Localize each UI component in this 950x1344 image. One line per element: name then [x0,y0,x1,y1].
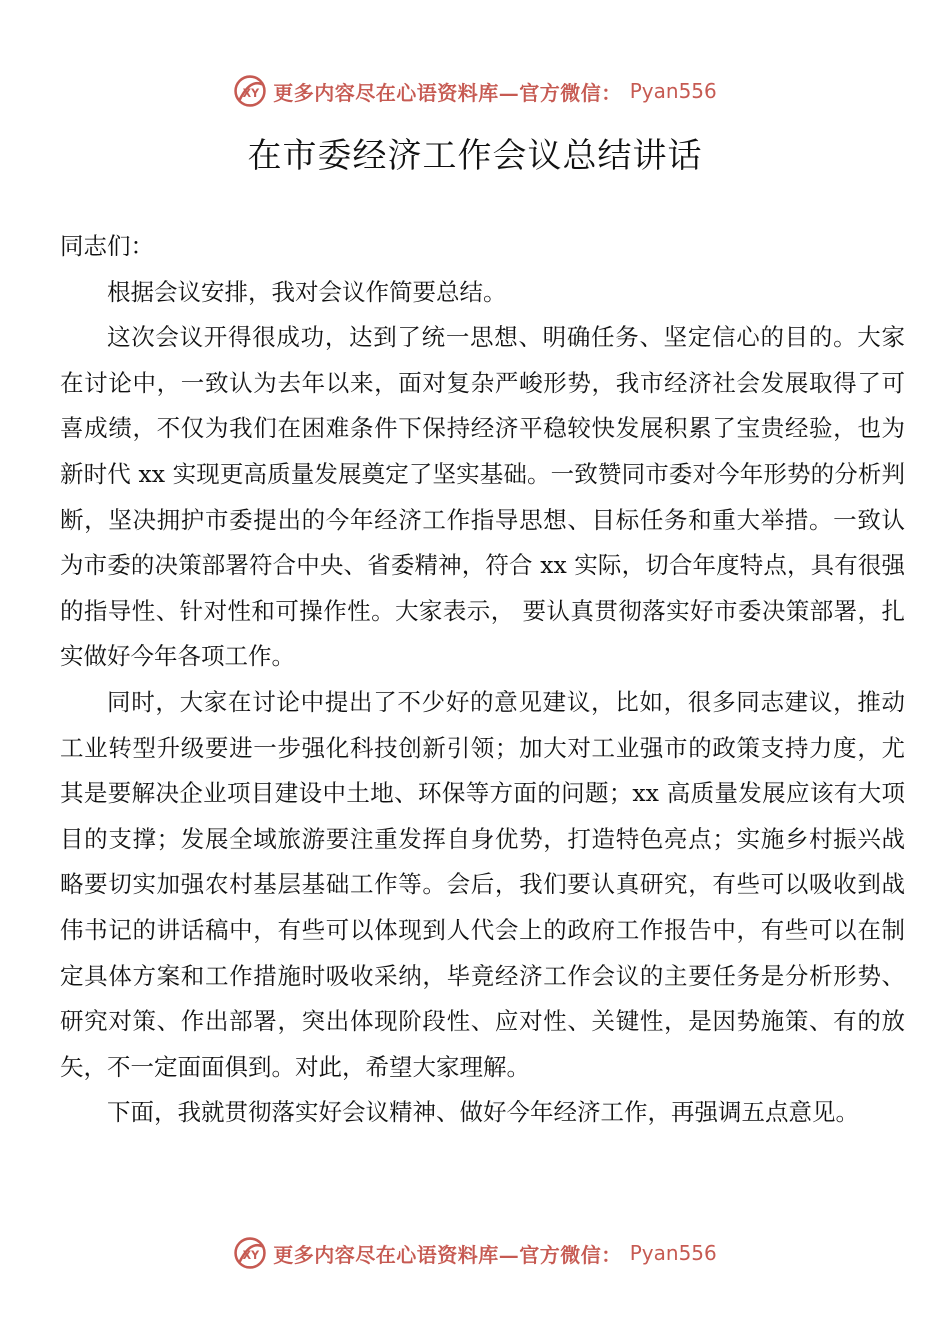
watermark-text: 更多内容尽在心语资料库—官方微信： [273,1242,622,1267]
logo-icon [233,74,267,108]
header-watermark [0,74,950,108]
svg-text:XY: XY [242,86,260,100]
watermark-wechat-id: Pyan556 [629,1241,717,1265]
paragraph: 根据会议安排，我对会议作简要总结。 [107,277,507,306]
document-body [60,224,905,1136]
salutation: 同志们： [60,232,154,260]
footer-watermark [0,1236,950,1270]
paragraph: 这次会议开得很成功，达到了统一思想、明确任务、坚定信心的目的。大家在讨论中，一致认为去年以来，面对复杂严峻形势，我市经济社会发展取得了可喜成绩，不仅为我们在困难条件下保持经济平稳较快发展积累了宝贵经验，也为新时代 xx 实现更高质量发展奠定了坚实基础。一致赞同市委对今年形势的分析判断，坚决拥护市委提出的今年经济工作指导思想、目标任务和重大举措。一致认为市委的决策部署符合中央、省委精神，符合 xx 实际，切合年度特点，具有很强的指导性、针对性和可操作性。大家表示， 要认真贯彻落实好市委决策部署，扎实做好今年各项工作。 [60,323,905,671]
paragraph: 下面，我就贯彻落实好会议精神、做好今年经济工作，再强调五点意见。 [107,1098,859,1127]
svg-text:XY: XY [242,1248,260,1262]
logo-icon [233,1236,267,1270]
watermark-wechat-id: Pyan556 [629,79,717,103]
document-title: 在市委经济工作会议总结讲话 [247,136,703,176]
watermark-text: 更多内容尽在心语资料库—官方微信： [273,80,622,105]
paragraph: 同时，大家在讨论中提出了不少好的意见建议，比如，很多同志建议，推动工业转型升级要进一步强化科技创新引领；加大对工业强市的政策支持力度，尤其是要解决企业项目建设中土地、环保等方面的问题；xx 高质量发展应该有大项目的支撑；发展全域旅游要注重发挥自身优势，打造特色亮点；实施乡村振兴战略要切实加强农村基层基础工作等。会后，我们要认真研究，有些可以吸收到战伟书记的讲话稿中，有些可以体现到人代会上的政府工作报告中，有些可以在制定具体方案和工作措施时吸收采纳，毕竟经济工作会议的主要任务是分析形势、研究对策、作出部署，突出体现阶段性、应对性、关键性，是因势施策、有的放矢，不一定面面俱到。对此，希望大家理解。 [60,687,905,1081]
